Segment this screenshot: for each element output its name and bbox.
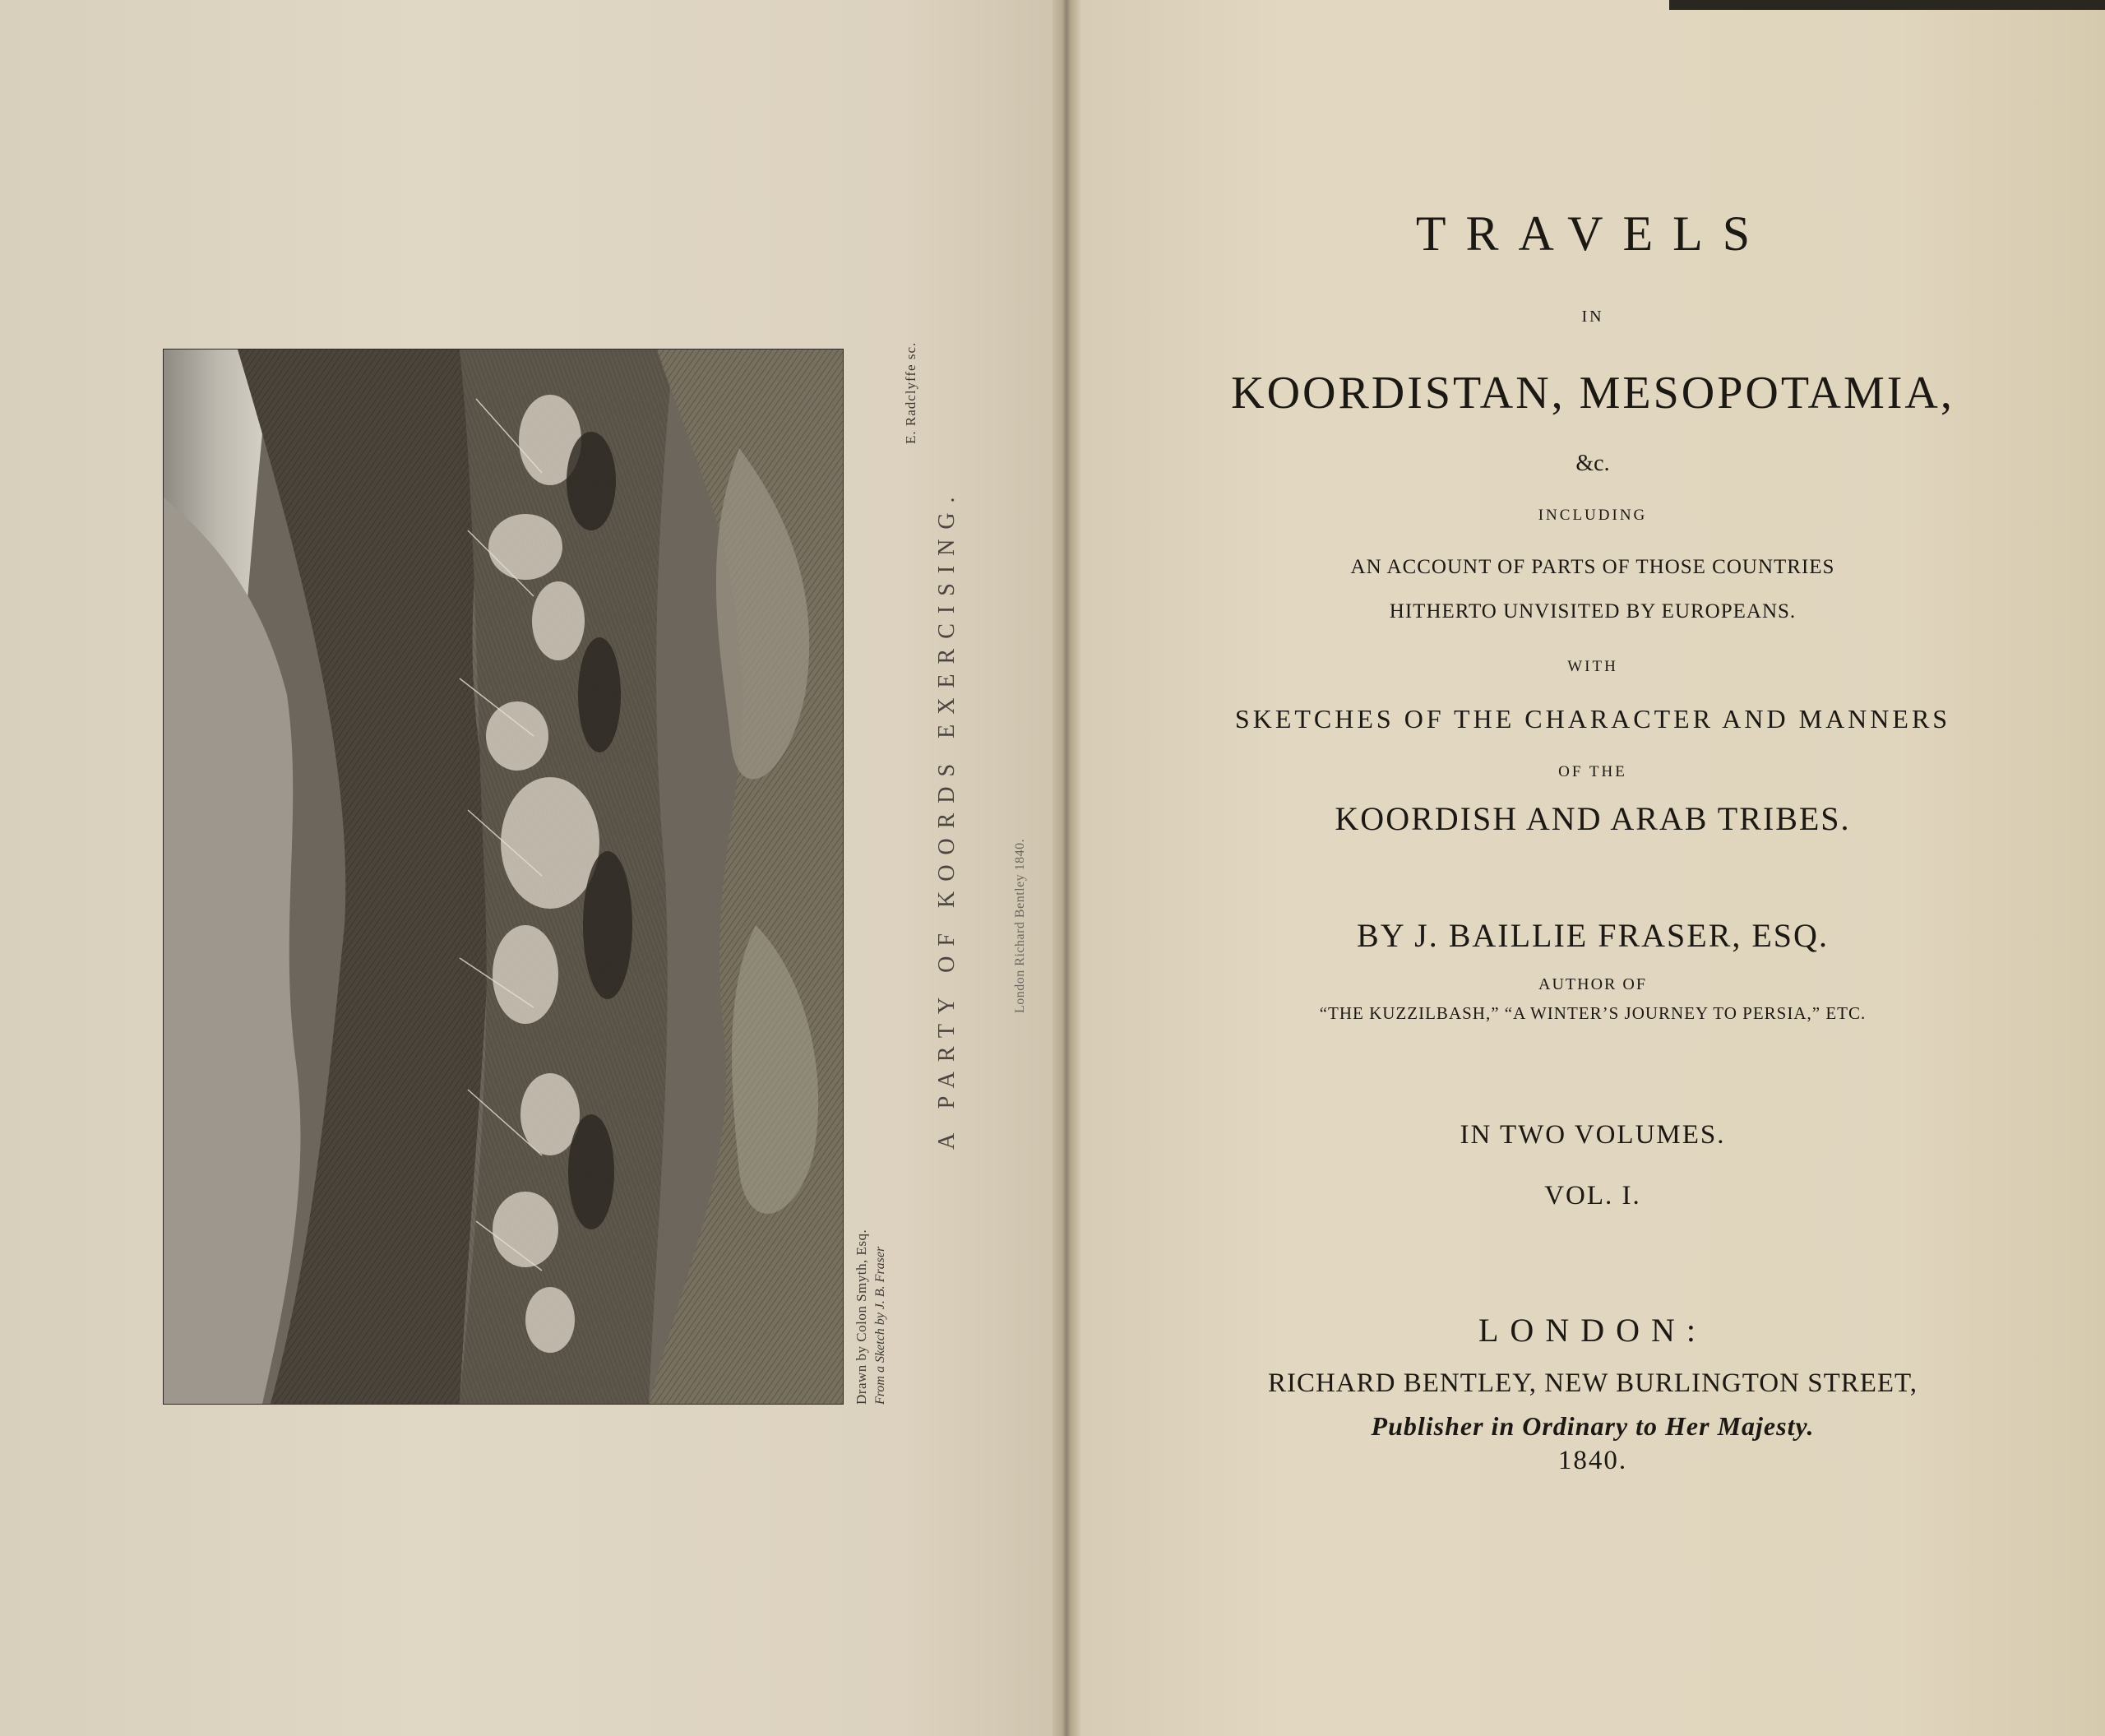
page-edge-shadow	[1669, 0, 2105, 10]
engraver-credit: E. Radclyffe sc.	[903, 341, 918, 444]
title-tribes: KOORDISH AND ARAB TRIBES.	[1335, 800, 1851, 837]
title-connector-in: IN	[1581, 308, 1604, 326]
volume-number: VOL. I.	[1544, 1181, 1641, 1211]
plate-publisher-line: London Richard Bentley 1840.	[1013, 838, 1027, 1013]
title-account-line-2: HITHERTO UNVISITED BY EUROPEANS.	[1389, 600, 1797, 623]
title-including: INCLUDING	[1538, 507, 1648, 524]
sketch-credit: From a Sketch by J. B. Fraser	[873, 1246, 887, 1405]
title-account-line-1: AN ACCOUNT OF PARTS OF THOSE COUNTRIES	[1350, 556, 1835, 578]
imprint-publisher-note: Publisher in Ordinary to Her Majesty.	[1371, 1411, 1815, 1441]
title-etc: &c.	[1575, 451, 1610, 476]
author-line: BY J. BAILLIE FRASER, ESQ.	[1357, 917, 1829, 954]
author-other-works: “THE KUZZILBASH,” “A WINTER’S JOURNEY TO PERSIA,” ETC.	[1319, 1003, 1867, 1023]
title-of-the: OF THE	[1558, 763, 1627, 780]
imprint-city: LONDON:	[1478, 1312, 1707, 1349]
title-sketches: SKETCHES OF THE CHARACTER AND MANNERS	[1234, 704, 1951, 734]
frontispiece-engraving	[163, 349, 844, 1405]
title-with: WITH	[1567, 658, 1618, 675]
book-gutter	[1052, 0, 1080, 1736]
title-places: KOORDISTAN, MESOPOTAMIA,	[1231, 368, 1955, 419]
imprint-year: 1840.	[1557, 1446, 1628, 1475]
plate-title: A PARTY OF KOORDS EXERCISING.	[934, 487, 960, 1150]
drawn-by-credit: Drawn by Colon Smyth, Esq.	[854, 1229, 869, 1405]
imprint-publisher: RICHARD BENTLEY, NEW BURLINGTON STREET,	[1267, 1368, 1918, 1398]
book-title: TRAVELS	[1415, 206, 1770, 261]
author-of-label: AUTHOR OF	[1538, 975, 1647, 993]
volumes-count: IN TWO VOLUMES.	[1460, 1120, 1726, 1150]
